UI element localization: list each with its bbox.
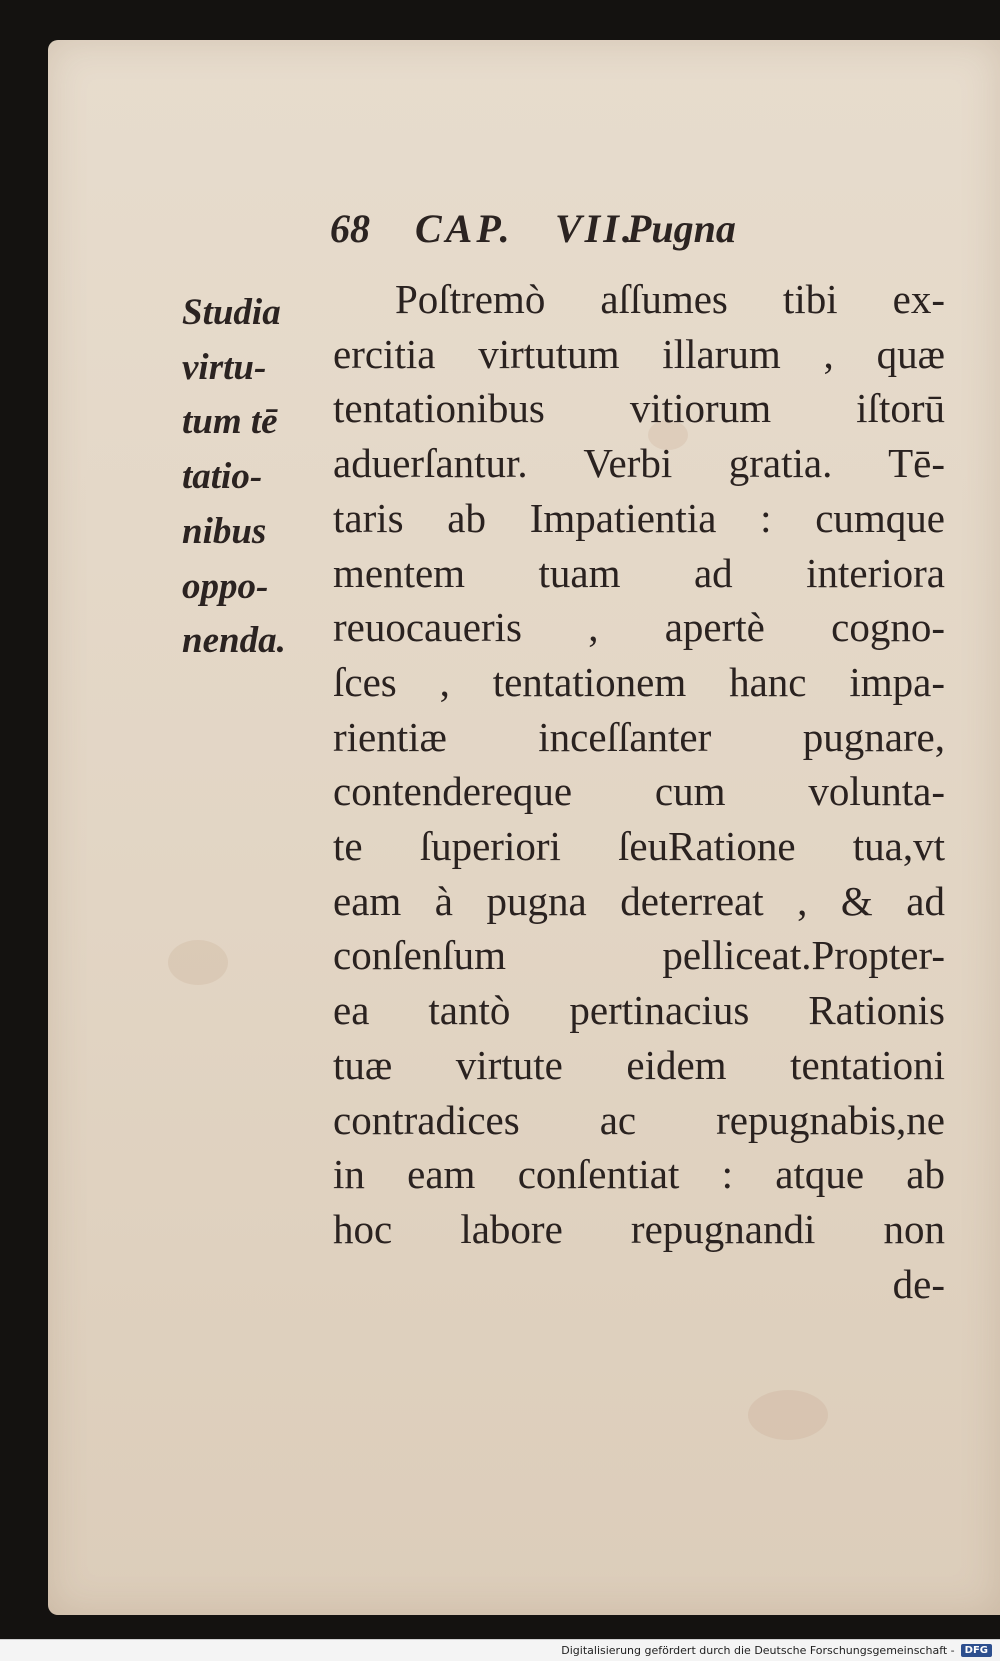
chapter-number: VII.: [555, 206, 635, 251]
text-line: mentem tuam ad interiora: [333, 549, 945, 596]
text-line: tuæ virtute eidem tentationi: [333, 1041, 945, 1088]
text-line: rientiæ inceſſanter pugnare,: [333, 713, 945, 760]
paper-stain: [168, 940, 228, 985]
digitization-footer: [0, 1639, 1000, 1661]
text-line: te ſuperiori ſeuRatione tua,vt: [333, 823, 945, 870]
margin-line: Studia: [182, 292, 281, 333]
text-line: reuocaueris , apertè cogno-: [333, 604, 945, 651]
text-line: tentationibus vitiorum iſtorū: [333, 385, 945, 432]
footer-credit: Digitalisierung gefördert durch die Deutsche Forschungsgemeinschaft -: [561, 1644, 955, 1657]
catchword: de-: [892, 1260, 945, 1307]
text-line: Poſtremò aſſumes tibi ex-: [395, 276, 945, 322]
text-line: contendereque cum volunta-: [333, 768, 945, 815]
dfg-logo: DFG: [961, 1644, 992, 1657]
text-line: ſces , tentationem hanc impa-: [333, 658, 945, 705]
text-line: ercitia virtutum illarum , quæ: [333, 330, 945, 377]
margin-line: nenda.: [182, 620, 286, 662]
page-number: 68: [330, 206, 370, 251]
paper-stain: [748, 1390, 828, 1440]
text-line: eam à pugna deterreat , & ad: [333, 877, 945, 924]
body-text: [333, 272, 945, 1311]
margin-line: tum tē: [182, 401, 278, 443]
running-header: [330, 205, 736, 252]
chapter-label: CAP.: [415, 206, 514, 251]
margin-line: oppo-: [182, 565, 269, 607]
margin-line: nibus: [182, 510, 267, 552]
text-line: hoc labore repugnandi non: [333, 1205, 945, 1252]
text-line: taris ab Impatientia : cumque: [333, 494, 945, 541]
text-line: conſenſum pelliceat.Propter-: [333, 932, 945, 979]
running-title: Pugna: [627, 206, 736, 251]
text-line: aduerſantur. Verbi gratia. Tē-: [333, 440, 945, 487]
text-line: contradices ac repugnabis,ne: [333, 1096, 945, 1143]
text-line: ea tantò pertinacius Rationis: [333, 987, 945, 1034]
margin-line: tatio-: [182, 456, 263, 498]
marginal-note: [182, 286, 286, 669]
text-line: in eam conſentiat : atque ab: [333, 1151, 945, 1198]
margin-line: virtu-: [182, 346, 267, 388]
